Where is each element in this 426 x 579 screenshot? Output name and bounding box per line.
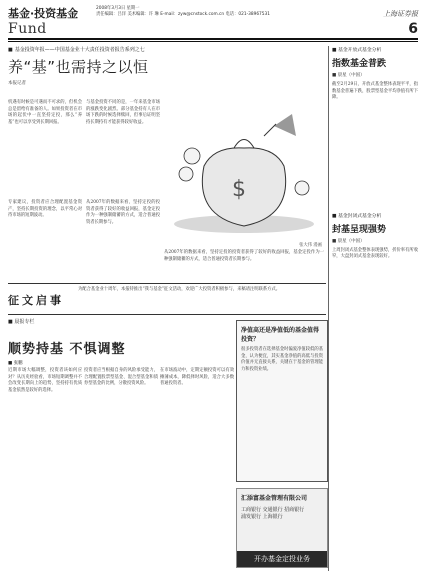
- section2-kicker: ■ 晨报专栏: [8, 319, 35, 325]
- right-text-2: 上周封闭式基金整体表现强势，折价率有所收窄，大盘封闭式基金表现较好。: [332, 247, 418, 260]
- money-bag-illustration: [164, 96, 324, 246]
- ad-brand: 汇添富基金管理有限公司: [241, 495, 308, 502]
- faq-box-title: 净值高还是净值低的基金值得投资？: [241, 327, 320, 343]
- faq-box: [236, 320, 328, 482]
- right-kicker-2: ■ 基金封闭式基金分析: [332, 213, 382, 219]
- right-headline-1: 指数基金普跌: [332, 59, 387, 69]
- page-number: 6: [408, 21, 418, 37]
- story-lede: 机遇有时候是可遇而不可求的，但机会总是留给有准备的人。如果投资者在市场的起伏中一直坚持定投，那么“养基”也可以享受到长期回报。: [8, 100, 82, 125]
- header-rule: [8, 38, 418, 40]
- story-kicker: ■ 基金投资年报——中国基金业十大责任投资者报告系列之七: [8, 46, 326, 53]
- story-body-col2b: 从2007年的数据来看，坚持定投的投资者获得了较好的收益回报，基金定投作为一种强制储蓄的方式，适合普通投资者长期参与。: [86, 200, 160, 225]
- story-body-col1b: 专家建议，投资者应合理配置基金资产，坚持长期投资的理念，以平常心对待市场的短期波动。: [8, 200, 82, 219]
- right-kicker-2-text: 基金封闭式基金分析: [338, 213, 382, 219]
- advertisement[interactable]: [236, 488, 328, 568]
- section2-kicker-text: 晨报专栏: [14, 319, 35, 325]
- right-kicker-1-text: 基金开放式基金分析: [338, 48, 382, 53]
- right-spacer: [332, 102, 418, 212]
- ad-line2: 浦发银行 上海银行: [241, 514, 283, 520]
- right-kicker-1: ■ 基金开放式基金分析: [332, 48, 382, 53]
- ad-line1: 工商银行 交通银行 招商银行: [241, 507, 305, 513]
- header-rule-thin: [8, 41, 418, 42]
- paper-name: 上海证券报: [383, 10, 418, 18]
- story-byline: 本报记者: [8, 81, 26, 86]
- section2-col3: 在市场波动中，定期定额投资可以有效摊薄成本，降低择时风险，适合大多数普通投资者。: [160, 368, 234, 387]
- section-title: 基金·投资基金: [8, 7, 79, 20]
- section2-col2: 投资者应当根据自身的风险承受能力，合理配置股票型基金、混合型基金和债券型基金的比例，分散投资风险。: [84, 368, 158, 387]
- story-headline: 养“基”也需持之以恒: [8, 58, 149, 76]
- column-divider: [328, 46, 329, 571]
- section2-col1: 近期市场大幅调整，投资者该如何应对？从历史经验看，市场短期调整并不会改变长期向上的趋势，坚持持有优质基金依然是较好的选择。: [8, 368, 82, 393]
- right-headline-2: 封基呈现强势: [332, 224, 387, 235]
- right-text-1: 截至2月29日，开放式基金整体表现平平，指数基金普遍下跌，股票型基金平均净值有所下降。: [332, 82, 418, 101]
- editor-info: 责任编辑：吕洋 美术编辑：许 琳 E-mail：zyw@cnstock.com.cn 电话：021-38967531: [96, 12, 270, 17]
- main-story: [8, 46, 326, 90]
- section2-headline: 顺势持基 不惧调整: [8, 342, 126, 357]
- svg-text:$: $: [232, 177, 246, 202]
- illustration: [164, 96, 324, 246]
- right-column: [332, 46, 418, 261]
- notice-title: 征文启事: [8, 294, 64, 307]
- ad-band: 开办基金定投业务: [237, 551, 327, 567]
- story-body-bottom: 从2007年的数据来看，坚持定投的投资者获得了较好的收益回报，基金定投作为一种强制储蓄的方式，适合普通投资者长期参与。: [164, 250, 324, 262]
- illustration-caption: 张大伟 漫画: [299, 243, 322, 248]
- notice-text: 为配合基金业十周年，本报特推出“我与基金”征文活动，欢迎广大投资者积极参与，来稿请注明联系方式。: [78, 287, 281, 292]
- section2-byline: ■ 张鹏: [8, 361, 23, 366]
- faq-box-text: 很多投资者在选择基金时偏爱净值较低的基金，认为便宜，其实基金净值的高低与投资价值并无直接关系，关键在于基金的管理能力和投资业绩。: [241, 347, 323, 372]
- header-meta: [96, 6, 346, 18]
- right-byline-2: ■ 晨星（中国）: [332, 238, 365, 244]
- issue-date: 2008年3月3日 星期一: [96, 6, 140, 11]
- right-byline-1: ■ 晨星（中国）: [332, 73, 365, 78]
- story-body-col2: 与基金投资不同的是，一年来基金市场的涨跌变化剧烈。部分基金持有人在市场下跌的时候选择赎回，但事后证明坚持长期持有才能获得较好收益。: [86, 100, 160, 125]
- section-en-title: Fund: [8, 21, 47, 37]
